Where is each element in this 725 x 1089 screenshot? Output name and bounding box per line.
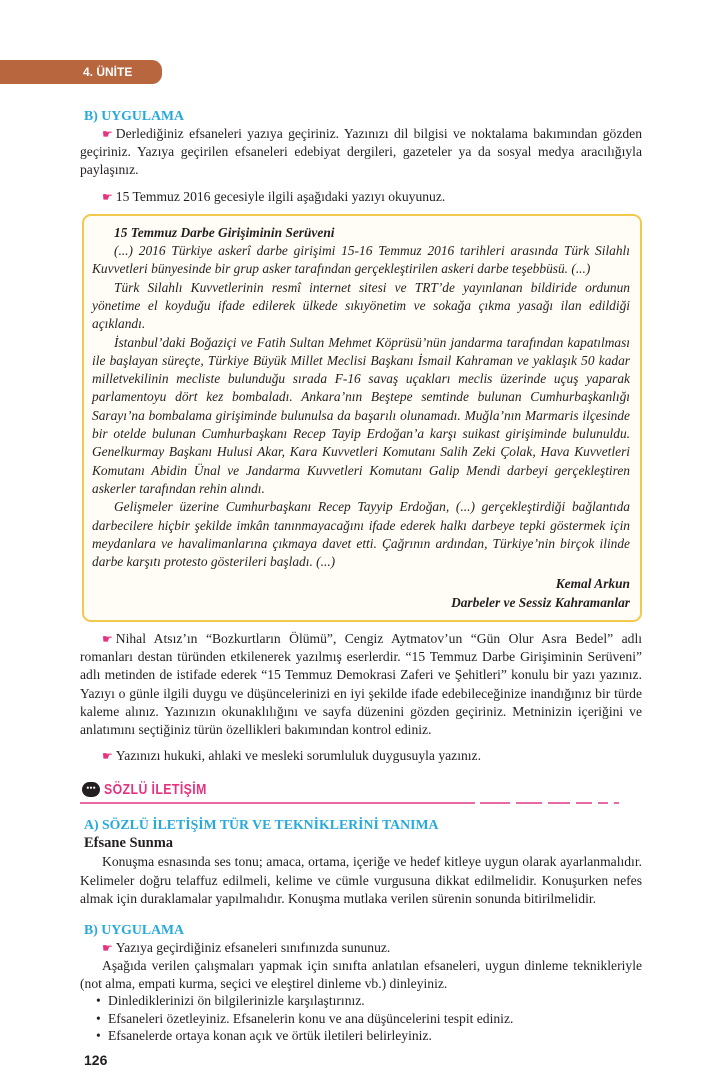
list-item: • Dinlediklerinizi ön bilgilerinizle karşılaştırınız. bbox=[92, 992, 642, 1009]
section-heading: A) SÖZLÜ İLETİŞİM TÜR VE TEKNİKLERİNİ TANIMA bbox=[84, 817, 439, 833]
section-heading: B) UYGULAMA bbox=[84, 108, 185, 123]
reading-paragraph: (...) 2016 Türkiye askerî darbe girişimi 15-16 Temmuz 2016 tarihleri arasında Türk Silahlı Kuvvetleri bünyesinde bir grup asker tarafından gerçekleştirilen askeri darbe teşebbüsü. (...) bbox=[92, 243, 630, 277]
application-2-items bbox=[80, 939, 642, 1044]
instruction-item: ☛ Yazınızı hukuki, ahlaki ve mesleki sorumluluk duygusuyla yazınız. bbox=[102, 748, 481, 764]
divider bbox=[576, 802, 592, 804]
reading-paragraph: Türk Silahlı Kuvvetlerinin resmî internet sitesi ve TRT’de yayınlanan bildiride ordunun yönetime el koyduğu ifade edilerek ülkede sıkıyönetim ve sokağa çıkma yasağı ilan edildiği açıklandı. bbox=[92, 279, 630, 332]
divider bbox=[80, 802, 475, 804]
paragraph: Aşağıda verilen çalışmaları yapmak için sınıfta anlatılan efsaneleri, uygun dinleme teknikleriyle (not alma, empati kurma, seçici ve eleştirel dinleme vb.) dinleyiniz. bbox=[80, 958, 642, 991]
list-item: • Efsanelerde ortaya konan açık ve örtük iletileri belirleyiniz. bbox=[92, 1027, 642, 1044]
divider bbox=[548, 802, 570, 804]
section-heading: B) UYGULAMA bbox=[84, 922, 185, 938]
instruction-item: ☛ Yazıya geçirdiğiniz efsaneleri sınıfınızda sununuz. bbox=[102, 940, 391, 956]
divider bbox=[480, 802, 510, 804]
divider bbox=[598, 802, 608, 804]
reading-paragraph: Gelişmeler üzerine Cumhurbaşkanı Recep Tayyip Erdoğan, (...) gerçekleştirdiği bağlantıda darbecilere hiçbir şekilde imkân tanınmayacağını ifade ederek halkı darbeye tepki göstermek için meydanlara ve havalimanlarına çıkmaya davet etti. Çağrının ardından, Türkiye’nin birçok ilinde darbe karşıtı protesto gösterileri başladı. (...) bbox=[92, 499, 630, 570]
instruction-item: ☛ Nihal Atsız’ın “Bozkurtların Ölümü”, Cengiz Aytmatov’un “Gün Olur Asra Bedel” adlı romanları destan türünden etkilenerek yazılmış eserlerdir. “15 Temmuz Darbe Girişiminin Serüveni” adlı metinden de istifade ederek “15 Temmuz Demokrasi Zaferi ve Şehitleri” konulu bir yazı yazınız. Yazıyı o günle ilgili duygu ve düşüncelerinizi en iyi şekilde ifade edebileceğinize inandığınız bir türde kaleme alınız. Yazınızın okunaklılığını ve sayfa düzenini gözden geçiriniz. Metninizin içeriğini ve anlatımını seçtiğiniz türün özellikleri bakımından kontrol ediniz. bbox=[80, 631, 642, 738]
speech-bubble-icon: ••• bbox=[82, 782, 100, 797]
divider bbox=[516, 802, 542, 804]
instruction-item: ☛ 15 Temmuz 2016 gecesiyle ilgili aşağıdaki yazıyı okuyunuz. bbox=[102, 188, 446, 204]
reading-title: 15 Temmuz Darbe Girişiminin Serüveni bbox=[114, 224, 335, 240]
list-item: • Efsaneleri özetleyiniz. Efsanelerin konu ve ana düşüncelerini tespit ediniz. bbox=[92, 1010, 642, 1027]
pointing-hand-icon: ☛ bbox=[102, 632, 113, 647]
oral-section-title: SÖZLÜ İLETİŞİM bbox=[104, 781, 207, 799]
reading-source: Darbeler ve Sessiz Kahramanlar bbox=[451, 594, 630, 610]
instruction-item: ☛ Derlediğiniz efsaneleri yazıya geçiriniz. Yazınızı dil bilgisi ve noktalama bakımından gözden geçiriniz. Yazıya geçirilen efsaneleri edebiyat dergileri, gazeteler ya da sosyal medya aracılığıyla paylaşınız. bbox=[80, 126, 642, 178]
section-oral-types bbox=[80, 815, 642, 834]
bullet-list bbox=[92, 992, 642, 1044]
reading-paragraph: İstanbul’daki Boğaziçi ve Fatih Sultan Mehmet Köprüsü’nün jandarma tarafından kapatılması ile başlayan süreçte, Türkiye Büyük Millet Meclisi Başkanı İsmail Kahraman ve yaklaşık 50 kadar milletvekilinin mecliste bulunduğu sırada F-16 savaş uçakları meclis üzerinde uçuş yaparak parlamentoyu dört kez bombaladı. Ankara’nın Beştepe semtinde bulunan Cumhurbaşkanlığı Sarayı’na bombalama girişiminde bulunulsa da başarılı olunamadı. Muğla’nın Marmaris ilçesinde bir otelde bulunan Cumhurbaşkanı Recep Tayip Erdoğan’a karşı suikast girişiminde bulunuldu. Genelkurmay Başkanı Hulusi Akar, Kara Kuvvetleri Komutanı Salih Zeki Çolak, Hava Kuvvetleri Komutanı Abidin Ünal ve Jandarma Kuvvetleri Komutanı Galip Mendi darbeyi gerçekleştiren askerler tarafından rehin alındı. bbox=[92, 334, 630, 496]
oral-communication-header bbox=[80, 779, 620, 805]
reading-author: Kemal Arkun bbox=[555, 576, 630, 592]
pointing-hand-icon: ☛ bbox=[102, 749, 113, 764]
unit-tab: 4. ÜNİTE bbox=[0, 60, 162, 84]
page-content bbox=[80, 0, 642, 1089]
pointing-hand-icon: ☛ bbox=[102, 941, 113, 956]
pointing-hand-icon: ☛ bbox=[102, 127, 113, 141]
divider bbox=[614, 802, 619, 804]
section-application bbox=[80, 106, 642, 125]
pointing-hand-icon: ☛ bbox=[102, 189, 113, 204]
reading-box bbox=[82, 214, 642, 622]
section-application-2 bbox=[80, 920, 642, 939]
paragraph: Konuşma esnasında ses tonu; amaca, ortama, içeriğe ve hedef kitleye uygun olarak ayarlanmalıdır. Kelimeler doğru telaffuz edilmeli, kelime ve cümle vurgusuna dikkat edilmelidir. Konuşurken nefes almak için duraklamalar yapılmalıdır. Konuşma mutlaka verilen sürenin sonunda bitirilmelidir. bbox=[80, 854, 642, 906]
page-number: 126 bbox=[84, 1051, 108, 1068]
subheading: Efsane Sunma bbox=[84, 835, 174, 852]
